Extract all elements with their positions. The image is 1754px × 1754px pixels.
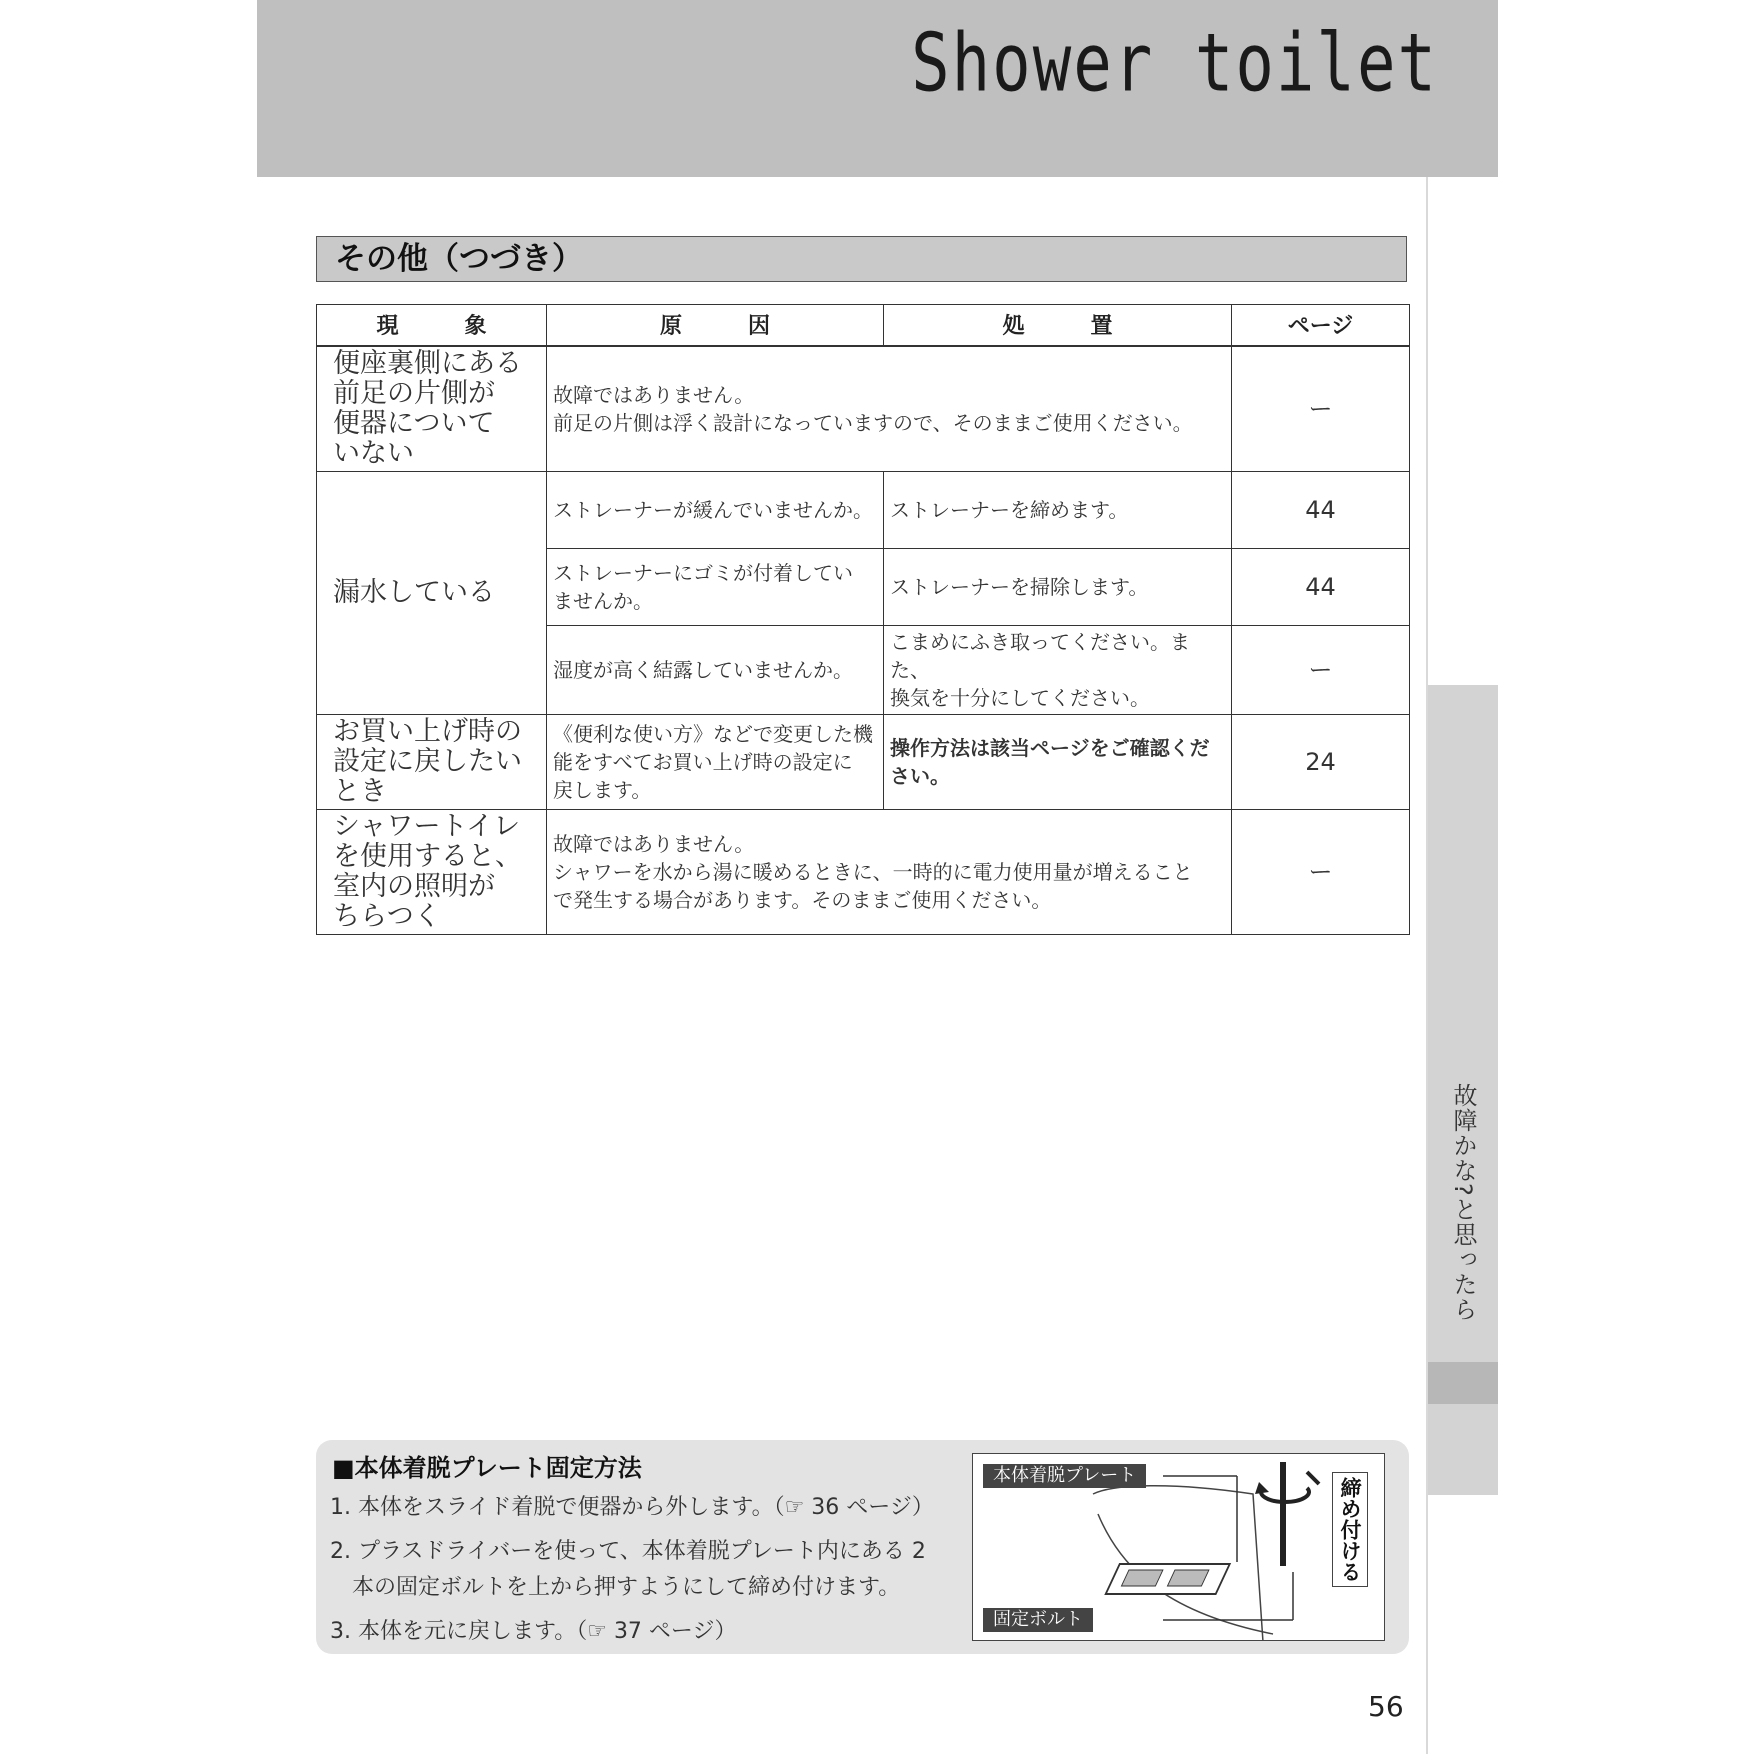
table-row <box>317 346 1410 472</box>
phenomenon-cell: お買い上げ時の 設定に戻したい とき <box>317 714 547 809</box>
side-tab-marker <box>1428 1362 1498 1404</box>
page-cell: ー <box>1232 625 1410 714</box>
cause-cell: 湿度が高く結露していませんか。 <box>547 625 884 714</box>
remedy-cell: ストレーナーを掃除します。 <box>884 548 1232 625</box>
page-cell: ー <box>1232 346 1410 472</box>
cause-cell: ストレーナーにゴミが付着してい ませんか。 <box>547 548 884 625</box>
tip-box <box>316 1440 1409 1654</box>
tip-step-1: 1. 本体をスライド着脱で便器から外します。（☞ 36 ページ） <box>330 1495 934 1520</box>
remedy-cell: ストレーナーを締めます。 <box>884 471 1232 548</box>
remedy-cell: こまめにふき取ってください。また、 換気を十分にしてください。 <box>884 625 1232 714</box>
page-cell: 24 <box>1232 714 1410 809</box>
section-title: その他（つづき） <box>316 236 1407 282</box>
remedy-cell: 操作方法は該当ページをご確認くだ さい。 <box>884 714 1232 809</box>
table-header-row <box>317 305 1410 346</box>
tip-steps <box>330 1490 934 1658</box>
header-remedy: 処 置 <box>884 305 1232 346</box>
table-row <box>317 714 1410 809</box>
figure-label-tighten: 締め付ける <box>1332 1472 1368 1587</box>
page-cell: ー <box>1232 809 1410 934</box>
brand-logo: Shower toilet <box>911 18 1438 111</box>
table-row <box>317 809 1410 934</box>
phenomenon-cell: 便座裏側にある 前足の片側が 便器について いない <box>317 346 547 472</box>
tip-step-3: 3. 本体を元に戻します。（☞ 37 ページ） <box>330 1619 737 1644</box>
header-phenomenon: 現 象 <box>317 305 547 346</box>
header-page: ページ <box>1232 305 1410 346</box>
side-tab-label: 故障かな?と思ったら <box>1449 1083 1477 1322</box>
tip-title: ■本体着脱プレート固定方法 <box>332 1454 642 1482</box>
figure-label-bolt: 固定ボルト <box>983 1608 1093 1632</box>
page-cell: 44 <box>1232 548 1410 625</box>
tip-step-2: 2. プラスドライバーを使って、本体着脱プレート内にある 2 本の固定ボルトを上から押すようにして締め付けます。 <box>330 1539 926 1600</box>
troubleshooting-table <box>316 304 1410 935</box>
page-number: 56 <box>1368 1690 1404 1723</box>
merged-cause-remedy-cell: 故障ではありません。 シャワーを水から湯に暖めるときに、一時的に電力使用量が増えること で発生する場合があります。そのままご使用ください。 <box>547 809 1232 934</box>
table-row <box>317 471 1410 548</box>
cause-cell: 《便利な使い方》などで変更した機 能をすべてお買い上げ時の設定に 戻します。 <box>547 714 884 809</box>
page-cell: 44 <box>1232 471 1410 548</box>
merged-cause-remedy-cell: 故障ではありません。 前足の片側は浮く設計になっていますので、そのままご使用ください。 <box>547 346 1232 472</box>
phenomenon-cell: シャワートイレ を使用すると、 室内の照明が ちらつく <box>317 809 547 934</box>
plate-fixing-illustration <box>972 1453 1385 1641</box>
header-cause: 原 因 <box>547 305 884 346</box>
phenomenon-cell: 漏水している <box>317 471 547 714</box>
figure-label-plate: 本体着脱プレート <box>983 1464 1146 1488</box>
cause-cell: ストレーナーが緩んでいませんか。 <box>547 471 884 548</box>
header-band <box>257 0 1498 177</box>
side-index-tab[interactable] <box>1428 685 1498 1495</box>
